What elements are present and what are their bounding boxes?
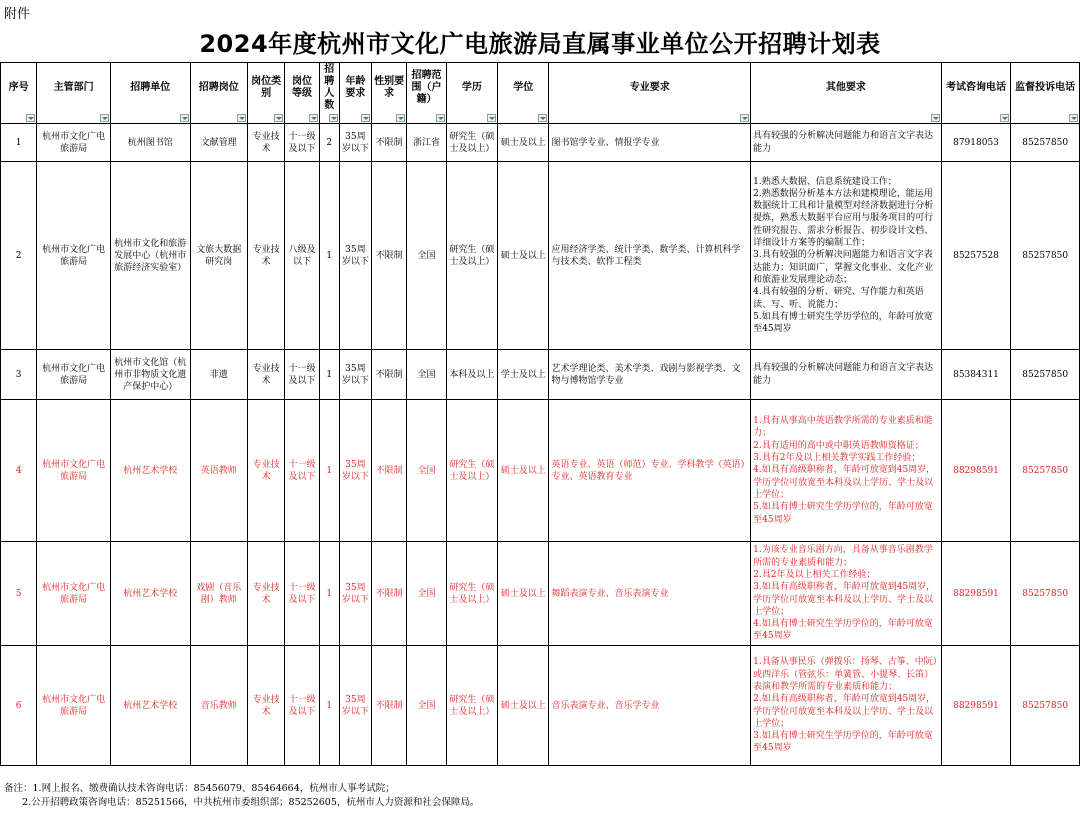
column-header [941, 63, 1011, 124]
column-header [372, 63, 407, 124]
degree-cell: 学士及以上 [498, 350, 549, 400]
category-cell: 专业技术 [248, 542, 285, 646]
age-cell: 35周岁以下 [339, 400, 371, 542]
column-header [285, 63, 319, 124]
scope-cell: 全国 [407, 400, 446, 542]
unit-cell: 杭州艺术学校 [110, 400, 190, 542]
major-cell: 英语专业、英语（师范）专业、学科教学（英语）专业、英语教育专业 [549, 400, 751, 542]
column-header [110, 63, 190, 124]
unit-cell: 杭州市文化馆（杭州市非物质文化遗产保护中心） [110, 350, 190, 400]
category-cell: 专业技术 [248, 350, 285, 400]
notes [4, 782, 479, 810]
filter-dropdown-icon[interactable] [237, 114, 246, 122]
major-cell: 应用经济学类、统计学类、数学类、计算机科学与技术类、软件工程类 [549, 162, 751, 350]
gender-cell: 不限制 [372, 350, 407, 400]
major-cell: 音乐表演专业、音乐学专业 [549, 646, 751, 766]
column-header [498, 63, 549, 124]
department-cell: 杭州市文化广电旅游局 [37, 162, 111, 350]
gender-cell: 不限制 [372, 646, 407, 766]
filter-dropdown-icon[interactable] [329, 114, 338, 122]
filter-dropdown-icon[interactable] [274, 114, 283, 122]
column-header-label: 其他要求 [825, 82, 866, 93]
column-header [407, 63, 446, 124]
other-requirements-cell: 具有较强的分析解决问题能力和语言文字表达能力 [751, 124, 942, 162]
column-header-label: 考试咨询电话 [946, 82, 1006, 93]
complaint-phone-cell: 85257850 [1011, 124, 1080, 162]
exam-phone-cell: 87918053 [941, 124, 1011, 162]
column-header-label: 序号 [8, 82, 29, 93]
education-cell: 研究生（硕士及以上） [446, 162, 497, 350]
table-row [1, 542, 1080, 646]
column-header-label: 岗位等级 [291, 76, 312, 99]
degree-cell: 硕士及以上 [498, 646, 549, 766]
filter-dropdown-icon[interactable] [1069, 114, 1078, 122]
filter-dropdown-icon[interactable] [26, 114, 35, 122]
filter-dropdown-icon[interactable] [361, 114, 370, 122]
column-header-label: 监督投诉电话 [1015, 82, 1076, 93]
complaint-phone-cell: 85257850 [1011, 646, 1080, 766]
row-number: 6 [1, 646, 37, 766]
filter-dropdown-icon[interactable] [1000, 114, 1009, 122]
level-cell: 十一级及以下 [285, 542, 319, 646]
column-header-label: 主管部门 [53, 82, 94, 93]
age-cell: 35周岁以下 [339, 162, 371, 350]
row-number: 2 [1, 162, 37, 350]
note-line-1: 备注：1.网上报名、缴费确认技术咨询电话：85456079、85464664，杭州市人事考试院； [4, 783, 395, 794]
degree-cell: 硕士及以上 [498, 162, 549, 350]
count-cell: 1 [319, 646, 339, 766]
department-cell: 杭州市文化广电旅游局 [37, 124, 111, 162]
gender-cell: 不限制 [372, 162, 407, 350]
other-requirements-cell: 1.熟悉大数据、信息系统建设工作； 2.熟悉数据分析基本方法和建模理论，能运用数据统计工具和计量模型对经济数据进行分析提炼，熟悉大数据平台应用与服务项目的可行性研究报告、需求分析报告、初步设计文档、详细设计方案等的编制工作； 3.具有较强的分析解决问题能力和语言文字表达能力；知识面广，掌握文化事业、文化产业和旅游业发展理论动态； 4.具有较强的分析、研究、写作能力和英语读、写、听、说能力； 5.如具有博士研究生学历学位的，年龄可放宽至45周岁 [751, 162, 942, 350]
filter-dropdown-icon[interactable] [436, 114, 445, 122]
page-title: 2024年度杭州市文化广电旅游局直属事业单位公开招聘计划表 [199, 30, 881, 58]
count-cell: 1 [319, 162, 339, 350]
complaint-phone-cell: 85257850 [1011, 162, 1080, 350]
age-cell: 35周岁以下 [339, 646, 371, 766]
column-header [37, 63, 111, 124]
table-row [1, 400, 1080, 542]
exam-phone-cell: 88298591 [941, 400, 1011, 542]
exam-phone-cell: 85257528 [941, 162, 1011, 350]
age-cell: 35周岁以下 [339, 124, 371, 162]
unit-cell: 杭州艺术学校 [110, 542, 190, 646]
complaint-phone-cell: 85257850 [1011, 350, 1080, 400]
other-requirements-cell: 1.具备从事民乐（弹拨乐：扬琴、古筝、中阮）或西洋乐（管弦乐：单簧管、小提琴、长笛）表演和教学所需的专业素质和能力； 2.如具有高级职称者，年龄可放宽到45周岁，学历学位可放宽至本科及以上学历、学士及以上学位； 3.如具有博士研究生学历学位的，年龄可放宽至45周岁 [751, 646, 942, 766]
row-number: 4 [1, 400, 37, 542]
department-cell: 杭州市文化广电旅游局 [37, 400, 111, 542]
gender-cell: 不限制 [372, 400, 407, 542]
post-cell: 非遗 [190, 350, 247, 400]
table-row [1, 162, 1080, 350]
level-cell: 八级及以下 [285, 162, 319, 350]
post-cell: 戏剧（音乐剧）教师 [190, 542, 247, 646]
column-header [190, 63, 247, 124]
row-number: 5 [1, 542, 37, 646]
education-cell: 研究生（硕士及以上） [446, 400, 497, 542]
filter-dropdown-icon[interactable] [538, 114, 547, 122]
exam-phone-cell: 88298591 [941, 542, 1011, 646]
scope-cell: 浙江省 [407, 124, 446, 162]
post-cell: 文旅大数据研究岗 [190, 162, 247, 350]
major-cell: 艺术学理论类、美术学类、戏剧与影视学类、文物与博物馆学专业 [549, 350, 751, 400]
gender-cell: 不限制 [372, 124, 407, 162]
scope-cell: 全国 [407, 542, 446, 646]
count-cell: 1 [319, 400, 339, 542]
column-header [1, 63, 37, 124]
column-header-label: 岗位类别 [251, 76, 282, 99]
column-header [1011, 63, 1080, 124]
column-header-label: 性别要求 [374, 76, 405, 99]
other-requirements-cell: 具有较强的分析解决问题能力和语言文字表达能力 [751, 350, 942, 400]
scope-cell: 全国 [407, 646, 446, 766]
other-requirements-cell: 1.具有从事高中英语教学所需的专业素质和能力； 2.具有适用的高中或中职英语教师资格证； 3.具有2年及以上相关教学实践工作经验； 4.如具有高级职称者，年龄可放宽到45周岁，学历学位可放宽至本科及以上学历、学士及以上学位； 5.如具有博士研究生学历学位的，年龄可放宽至45周岁 [751, 400, 942, 542]
column-header [751, 63, 942, 124]
row-number: 1 [1, 124, 37, 162]
category-cell: 专业技术 [248, 162, 285, 350]
department-cell: 杭州市文化广电旅游局 [37, 646, 111, 766]
count-cell: 1 [319, 350, 339, 400]
annex-label: 附件 [4, 7, 31, 22]
degree-cell: 硕士及以上 [498, 542, 549, 646]
count-cell: 1 [319, 542, 339, 646]
column-header [319, 63, 339, 124]
filter-dropdown-icon[interactable] [180, 114, 189, 122]
exam-phone-cell: 88298591 [941, 646, 1011, 766]
education-cell: 研究生（硕士及以上） [446, 646, 497, 766]
level-cell: 十一级及以下 [285, 350, 319, 400]
column-header-label: 学历 [461, 82, 482, 93]
degree-cell: 硕士及以上 [498, 124, 549, 162]
column-header [446, 63, 497, 124]
column-header-label: 年龄要求 [345, 76, 366, 99]
filter-dropdown-icon[interactable] [309, 114, 318, 122]
department-cell: 杭州市文化广电旅游局 [37, 350, 111, 400]
major-cell: 舞蹈表演专业、音乐表演专业 [549, 542, 751, 646]
note-line-2: 2.公开招聘政策咨询电话：85251566，中共杭州市委组织部；85252605，杭州市人力资源和社会保障局。 [4, 797, 480, 808]
column-header [339, 63, 371, 124]
column-header-label: 招聘岗位 [198, 82, 239, 93]
column-header-label: 专业要求 [629, 82, 670, 93]
filter-dropdown-icon[interactable] [100, 114, 109, 122]
table-row [1, 646, 1080, 766]
filter-dropdown-icon[interactable] [931, 114, 940, 122]
table-row [1, 350, 1080, 400]
education-cell: 本科及以上 [446, 350, 497, 400]
age-cell: 35周岁以下 [339, 350, 371, 400]
recruitment-plan-table [0, 62, 1080, 766]
other-requirements-cell: 1.为该专业音乐剧方向，具备从事音乐剧教学所需的专业素质和能力； 2.具2年及以上相关工作经验； 3.如具有高级职称者，年龄可放宽到45周岁，学历学位可放宽至本科及以上学历、学士及以上学位； 4.如具有博士研究生学历学位的，年龄可放宽至45周岁 [751, 542, 942, 646]
scope-cell: 全国 [407, 350, 446, 400]
table-row [1, 124, 1080, 162]
degree-cell: 硕士及以上 [498, 400, 549, 542]
column-header-label: 招聘人数 [324, 64, 335, 111]
education-cell: 研究生（硕士及以上） [446, 542, 497, 646]
major-cell: 图书馆学专业、情报学专业 [549, 124, 751, 162]
complaint-phone-cell: 85257850 [1011, 400, 1080, 542]
filter-dropdown-icon[interactable] [487, 114, 496, 122]
department-cell: 杭州市文化广电旅游局 [37, 542, 111, 646]
complaint-phone-cell: 85257850 [1011, 542, 1080, 646]
level-cell: 十一级及以下 [285, 124, 319, 162]
category-cell: 专业技术 [248, 124, 285, 162]
column-header [248, 63, 285, 124]
header-row [1, 63, 1080, 124]
category-cell: 专业技术 [248, 646, 285, 766]
filter-dropdown-icon[interactable] [740, 114, 749, 122]
level-cell: 十一级及以下 [285, 400, 319, 542]
column-header [549, 63, 751, 124]
column-header-label: 招聘单位 [130, 82, 171, 93]
filter-dropdown-icon[interactable] [396, 114, 405, 122]
category-cell: 专业技术 [248, 400, 285, 542]
unit-cell: 杭州市文化和旅游发展中心（杭州市旅游经济实验室） [110, 162, 190, 350]
education-cell: 研究生（硕士及以上） [446, 124, 497, 162]
exam-phone-cell: 85384311 [941, 350, 1011, 400]
column-header-label: 学位 [513, 82, 534, 93]
gender-cell: 不限制 [372, 542, 407, 646]
post-cell: 英语教师 [190, 400, 247, 542]
unit-cell: 杭州艺术学校 [110, 646, 190, 766]
row-number: 3 [1, 350, 37, 400]
level-cell: 十一级及以下 [285, 646, 319, 766]
unit-cell: 杭州图书馆 [110, 124, 190, 162]
post-cell: 音乐教师 [190, 646, 247, 766]
age-cell: 35周岁以下 [339, 542, 371, 646]
column-header-label: 招聘范围（户籍） [411, 70, 442, 105]
post-cell: 文献管理 [190, 124, 247, 162]
count-cell: 2 [319, 124, 339, 162]
scope-cell: 全国 [407, 162, 446, 350]
